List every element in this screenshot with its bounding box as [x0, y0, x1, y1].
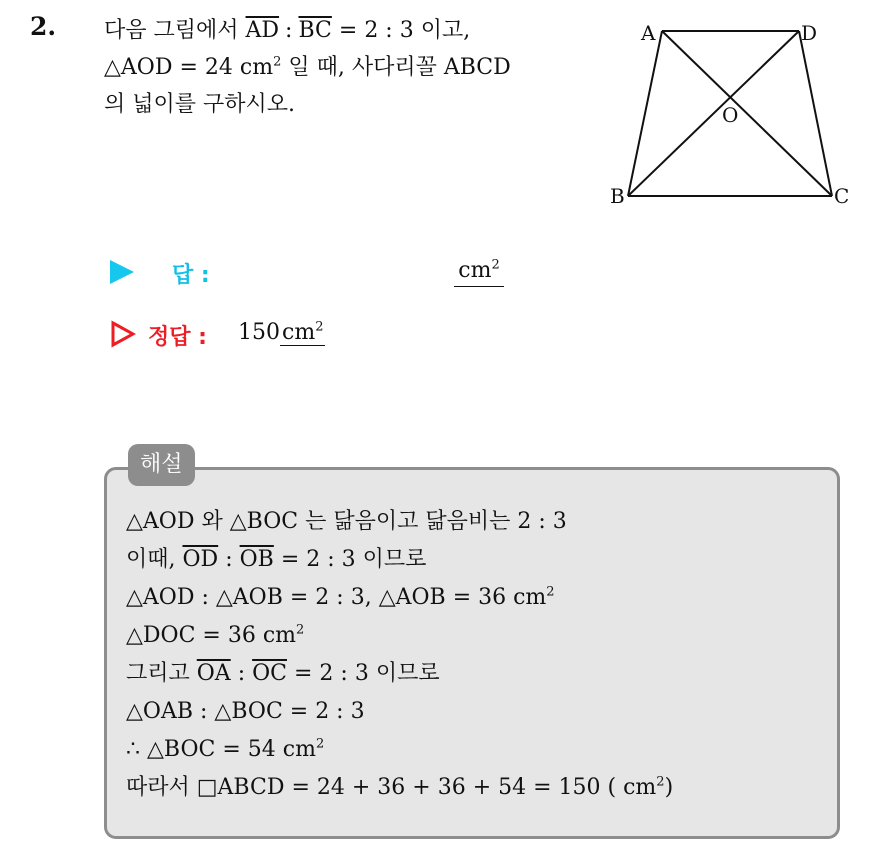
point-label-o: O [722, 103, 739, 127]
trapezoid-edge-cd [799, 31, 832, 196]
question-text [104, 12, 594, 123]
solution-line-2: 이때, $\overline{OD}$ : $\overline{OB} = 2$ : 3 이므로 [126, 547, 427, 572]
solution-line-5: 그리고 $\overline{OA}$ : $\overline{OC} = 2$ : 3 이므로 [126, 661, 440, 686]
segment-bc: $\overline{BC}$ [298, 18, 332, 43]
vertex-label-a: A [641, 21, 656, 45]
vertex-label-d: D [801, 21, 818, 45]
solution-tab: 해설 [128, 444, 195, 486]
answer-input[interactable]: $cm^2$ [454, 256, 504, 287]
question-number: 2. [30, 12, 57, 41]
answer-label: 답 : [172, 263, 210, 288]
question-line-2: △AOD = 24 $cm^2$ 일 때, 사다리꼴 ABCD [104, 54, 511, 80]
solution-line-4: △DOC = 36 $cm^2$ [126, 622, 305, 648]
solution-content [126, 503, 673, 807]
trapezoid-edge-ab [628, 31, 662, 196]
answer-arrow-icon [110, 260, 134, 284]
solution-line-6: △OAB : △BOC = 2 : 3 [126, 699, 365, 724]
solution-line-1: △AOD 와 △BOC 는 닮음이고 닮음비는 2 : 3 [126, 509, 567, 534]
correct-answer-value: $150cm^2$ [238, 319, 324, 345]
solution-line-8: 따라서 □ABCD = 24 + 36 + 36 + 54 = 150 ( $cm^2$) [126, 774, 674, 800]
correct-arrow-icon [110, 320, 136, 348]
diagonal-bd [628, 31, 799, 196]
diagonal-ac [662, 31, 832, 196]
question-line-1: 다음 그림에서 $\overline{AD}$ : $\overline{BC} = 2$ : 3 이고, [104, 18, 471, 43]
trapezoid-figure [605, 18, 855, 213]
vertex-label-b: B [610, 184, 625, 208]
solution-line-3: △AOD : △AOB = 2 : 3, △AOB = 36 $cm^2$ [126, 584, 555, 610]
question-line-3: 의 넓이를 구하시오. [104, 92, 295, 117]
segment-ad: $\overline{AD}$ [245, 18, 280, 43]
solution-line-7: ∴ △BOC = 54 $cm^2$ [126, 736, 325, 762]
correct-answer-label: 정답 : [148, 325, 207, 350]
vertex-label-c: C [834, 184, 850, 208]
